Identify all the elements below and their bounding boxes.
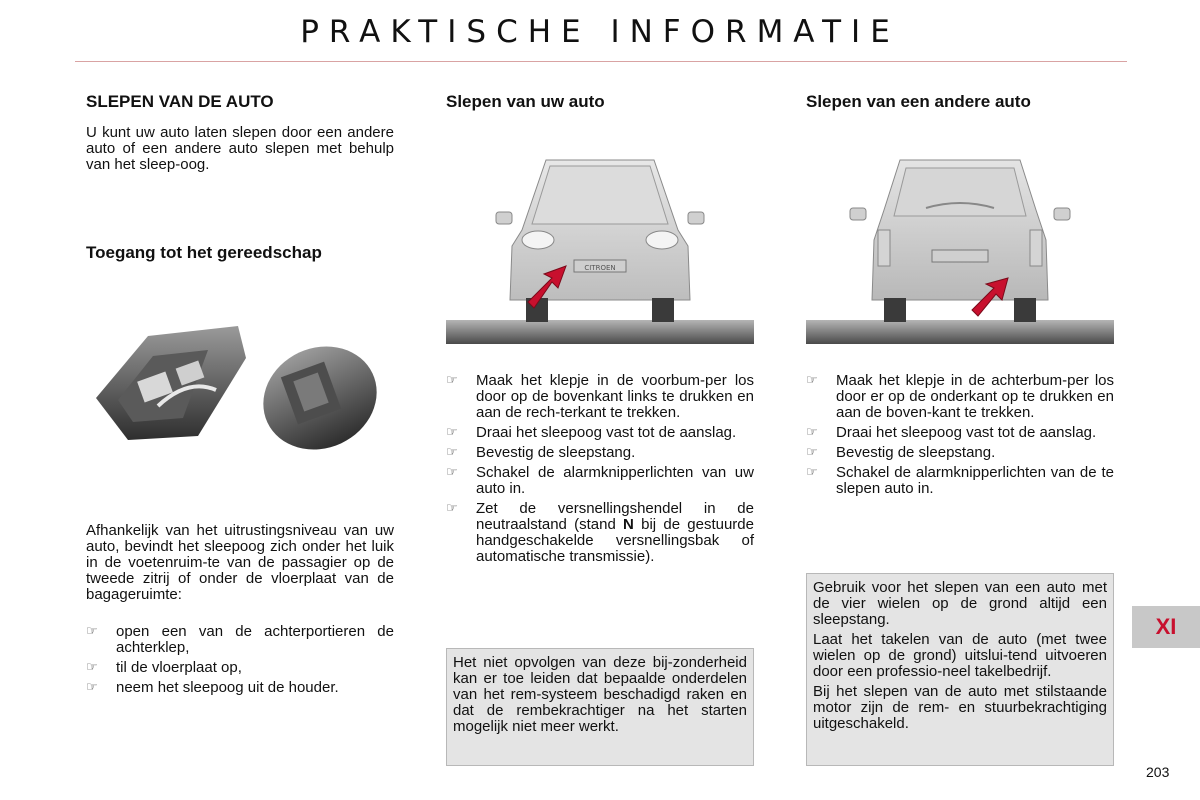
page-title: PRAKTISCHE INFORMATIE [300,14,900,50]
chapter-tab: XI [1132,606,1200,648]
list-item: ☞ Maak het klepje in de voorbum-per los door op de bovenkant links te drukken en aan de rech-terkant te trekken. [446,372,754,421]
list-item: ☞ Draai het sleepoog vast tot de aanslag. [806,424,1097,441]
section-heading-towing: SLEPEN VAN DE AUTO [86,92,274,111]
list-item: ☞ Schakel de alarmknipperlichten van uw auto in. [446,464,754,497]
subheading-tools: Toegang tot het gereedschap [86,243,322,262]
info-paragraph: Bij het slepen van de auto met stilstaande motor zijn de rem- en stuurbekrachtiging uitgeschakeld. [813,683,1107,732]
info-box [806,573,1114,766]
car-front-illustration [446,150,754,346]
info-paragraph: Laat het takelen van de auto (met twee wielen op de grond) uitslui-tend uitvoeren door een professio-neel takelbedrijf. [813,631,1107,680]
list-item: ☞ Bevestig de sleepstang. [806,444,996,461]
list-item: ☞ Maak het klepje in de achterbum-per los door er op de onderkant op te drukken en aan de boven-kant te trekken. [806,372,1114,421]
license-plate: CITROEN [584,264,616,272]
list-item: ☞ Bevestig de sleepstang. [446,444,636,461]
list-item: ☞ Draai het sleepoog vast tot de aanslag. [446,424,737,441]
pointing-hand-icon: ☞ [86,660,98,675]
info-paragraph: Gebruik voor het slepen van een auto met de vier wielen op de grond altijd een sleepstang. [813,579,1107,628]
access-paragraph: Afhankelijk van het uitrustingsniveau van uw auto, bevindt het sleepoog zich onder het luik in de voetenruim-te van de passagier op de tweede zitrij of onder de vloerplaat van de bagageruimte: [86,522,394,603]
pointing-hand-icon: ☞ [446,373,458,388]
warning-text: Het niet opvolgen van deze bij-zonderheid kan er toe leiden dat bepaalde onderdelen van het rem-systeem beschadigd raken en dat de rembekrachtiger na het starten mogelijk niet meer werkt. [453,654,747,735]
pointing-hand-icon: ☞ [446,465,458,480]
pointing-hand-icon: ☞ [806,445,818,460]
page-number: 203 [1146,764,1170,780]
list-item: ☞ neem het sleepoog uit de houder. [86,679,339,696]
pointing-hand-icon: ☞ [806,373,818,388]
own-car-steps-list [446,373,754,569]
list-item: ☞ Schakel de alarmknipperlichten van de te slepen auto in. [806,464,1114,497]
list-item: ☞ til de vloerplaat op, [86,659,242,676]
access-steps-list [86,624,394,700]
pointing-hand-icon: ☞ [86,680,98,695]
list-item: ☞ Zet de versnellingshendel in de neutraalstand (stand N bij de gestuurde handgeschakelde versnellingsbak of automatische transmissie). [446,500,754,565]
tool-tray-illustration [88,318,398,458]
car-rear-illustration [806,150,1114,346]
title-divider [75,61,1127,62]
pointing-hand-icon: ☞ [806,465,818,480]
pointing-hand-icon: ☞ [806,425,818,440]
warning-box [446,648,754,766]
section-heading-own-car: Slepen van uw auto [446,92,605,111]
pointing-hand-icon: ☞ [446,501,458,516]
section-heading-other-car: Slepen van een andere auto [806,92,1031,111]
pointing-hand-icon: ☞ [86,624,98,639]
intro-paragraph: U kunt uw auto laten slepen door een andere auto of een andere auto slepen met behulp van het sleep-oog. [86,124,394,173]
pointing-hand-icon: ☞ [446,445,458,460]
other-car-steps-list [806,373,1114,501]
list-item: ☞ open een van de achterportieren de achterklep, [86,623,394,656]
pointing-hand-icon: ☞ [446,425,458,440]
